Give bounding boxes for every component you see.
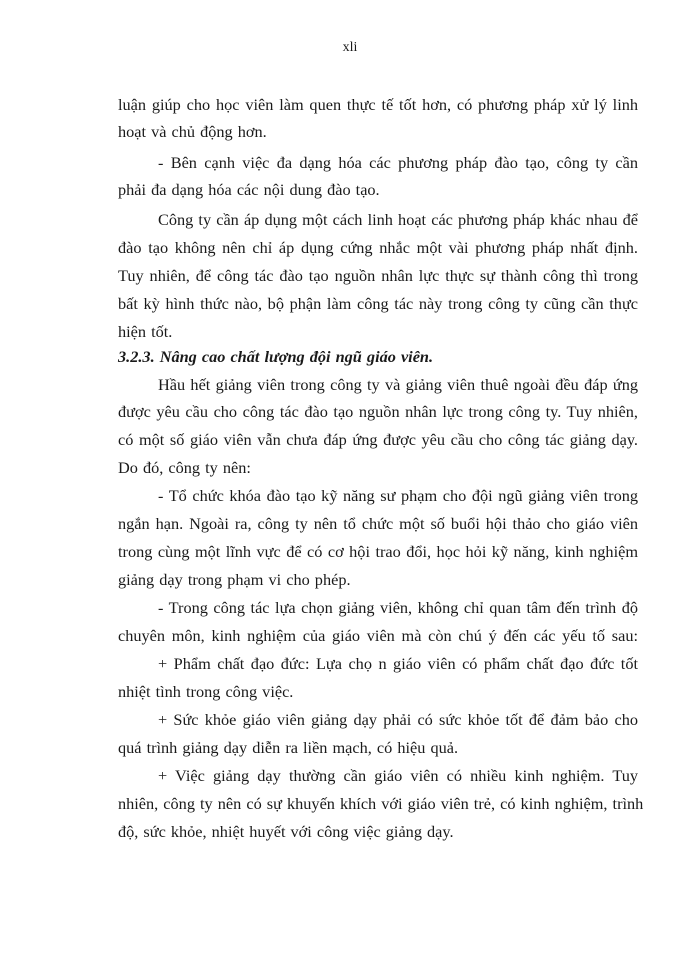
text-line: Hầu hết giảng viên trong công ty và giảng viên thuê ngoài đều đáp ứng: [158, 375, 638, 394]
text-line: có một số giáo viên vẫn chưa đáp ứng được yêu cầu cho công tác giảng dạy.: [118, 430, 638, 449]
text-line: + Việc giảng dạy thường cần giáo viên có nhiều kinh nghiệm. Tuy: [158, 766, 638, 785]
text-line: Công ty cần áp dụng một cách linh hoạt các phương pháp khác nhau để: [158, 210, 638, 229]
section-heading: 3.2.3. Nâng cao chất lượng đội ngũ giáo viên.: [118, 347, 434, 366]
text-line: được yêu cầu cho công tác đào tạo nguồn nhân lực trong công ty. Tuy nhiên,: [118, 402, 638, 421]
text-line: đào tạo không nên chỉ áp dụng cứng nhắc một vài phương pháp nhất định.: [118, 238, 638, 257]
text-line: + Phẩm chất đạo đức: Lựa chọ n giáo viên có phẩm chất đạo đức tốt: [158, 654, 638, 673]
text-line: giảng dạy trong phạm vi cho phép.: [118, 570, 351, 589]
text-line: nhiên, công ty nên có sự khuyến khích với giáo viên trẻ, có kinh nghiệm, trình: [118, 794, 644, 813]
text-line: chuyên môn, kinh nghiệm của giáo viên mà còn chú ý đến các yếu tố sau:: [118, 626, 638, 645]
text-line: - Tổ chức khóa đào tạo kỹ năng sư phạm cho đội ngũ giảng viên trong: [158, 486, 638, 505]
text-line: ngắn hạn. Ngoài ra, công ty nên tổ chức một số buổi hội thảo cho giáo viên: [118, 514, 638, 533]
text-line: phải đa dạng hóa các nội dung đào tạo.: [118, 180, 380, 199]
text-line: hiện tốt.: [118, 322, 173, 341]
text-line: trong cùng một lĩnh vực để có cơ hội trao đổi, học hỏi kỹ năng, kinh nghiệm: [118, 542, 638, 561]
text-line: luận giúp cho học viên làm quen thực tế tốt hơn, có phương pháp xử lý linh: [118, 95, 638, 114]
text-line: độ, sức khỏe, nhiệt huyết với công việc giảng dạy.: [118, 822, 454, 841]
text-line: bất kỳ hình thức nào, bộ phận làm công tác này trong công ty cũng cần thực: [118, 294, 638, 313]
text-line: nhiệt tình trong công việc.: [118, 682, 294, 701]
text-line: - Trong công tác lựa chọn giảng viên, không chỉ quan tâm đến trình độ: [158, 598, 638, 617]
text-line: + Sức khỏe giáo viên giảng dạy phải có sức khỏe tốt để đảm bảo cho: [158, 710, 638, 729]
text-line: Do đó, công ty nên:: [118, 458, 251, 477]
text-line: - Bên cạnh việc đa dạng hóa các phương pháp đào tạo, công ty cần: [158, 153, 638, 172]
text-line: Tuy nhiên, để công tác đào tạo nguồn nhân lực thực sự thành công thì trong: [118, 266, 638, 285]
text-line: hoạt và chủ động hơn.: [118, 122, 267, 141]
text-line: quá trình giảng dạy diễn ra liền mạch, có hiệu quả.: [118, 738, 459, 757]
page-number: xli: [342, 40, 358, 55]
